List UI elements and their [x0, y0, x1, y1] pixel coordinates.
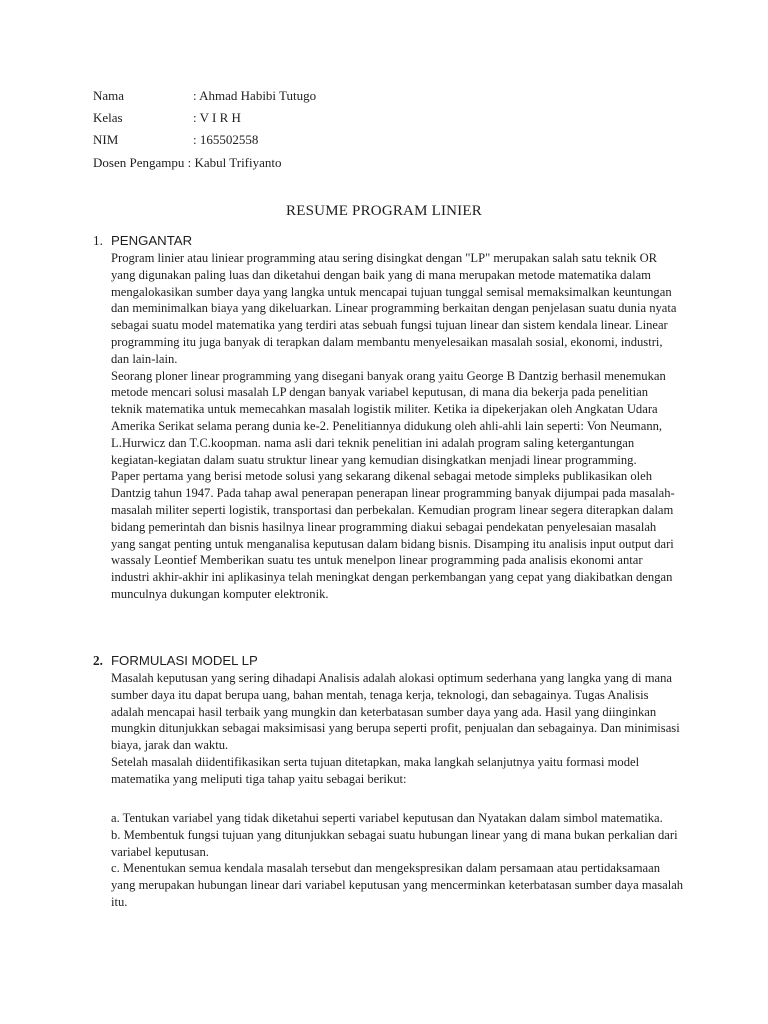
section-2-paragraph: Setelah masalah diidentifikasikan serta tujuan ditetapkan, maka langkah selanjutnya yaitu formasi model matematika yang meliputi tiga tahap yaitu sebagai berikut:: [111, 754, 640, 786]
kelas-value: : V I R H: [193, 110, 241, 125]
section-2-body: [111, 670, 681, 788]
list-item: c. Menentukan semua kendala masalah tersebut dan mengekspresikan dalam persamaan atau pertidaksamaan yang merupakan hubungan linear dari variabel keputusan yang mencerminkan keterbatasan sumber daya masalah itu.: [111, 861, 684, 909]
nim-value: : 165502558: [193, 132, 259, 147]
section-1-title: PENGANTAR: [111, 233, 193, 248]
info-row-nim: [93, 129, 258, 151]
dosen-value: : Kabul Trifiyanto: [187, 155, 282, 170]
section-2-paragraph: Masalah keputusan yang sering dihadapi Analisis adalah alokasi optimum sederhana yang langka yang di mana sumber daya itu dapat berupa uang, bahan mentah, tenaga kerja, teknologi, dan sebagainya. Tugas Analisis adalah mencapai hasil terbaik yang mungkin dan keterbatasan sumber daya yang ada. Hasil yang diinginkan mungkin ditunjukkan sebagai maksimisasi yang berupa seperti profit, penjualan dan sebagainya. Dan minimisasi biaya, jarak dan waktu.: [111, 671, 680, 753]
section-1-body: [111, 250, 681, 603]
nama-label: Nama: [93, 88, 125, 103]
section-1-heading: [93, 233, 192, 250]
section-2-number: 2.: [93, 653, 103, 668]
list-item: a. Tentukan variabel yang tidak diketahui seperti variabel keputusan dan Nyatakan dalam simbol matematika.: [111, 811, 663, 825]
info-row-kelas: [93, 107, 241, 129]
info-row-dosen: [93, 152, 282, 174]
section-1-paragraph: Seorang ploner linear programming yang disegani banyak orang yaitu George B Dantzig berhasil menemukan metode mencari solusi masalah LP dengan banyak variabel keputusan, di mana dia bekerja pada penelitian teknik matematika untuk memecahkan masalah logistik militer. Ketika ia dipekerjakan oleh Angkatan Udara Amerika Serikat selama perang dunia ke-2. Penelitiannya didukung oleh ahli-ahli lain seperti: Von Neumann, L.Hurwicz dan T.C.koopman. nama asli dari teknik penelitian ini adalah program saling ketergantungan kegiatan-kegiatan dalam suatu struktur linear yang kemudian disingkatkan menjadi linear programming.: [111, 368, 666, 467]
formulation-steps-list: [111, 810, 686, 911]
dosen-label: Dosen Pengampu: [93, 155, 185, 170]
kelas-label: Kelas: [93, 110, 123, 125]
document-title: RESUME PROGRAM LINIER: [286, 203, 482, 219]
section-1-paragraph: Paper pertama yang berisi metode solusi yang sekarang dikenal sebagai metode simpleks publikasikan oleh Dantzig tahun 1947. Pada tahap awal penerapan penerapan linear programming banyak dijumpai pada masalah-masalah militer seperti logistik, transportasi dan perbekalan. Kemudian program linear segera diterapkan dalam bidang pemerintah dan bisnis hasilnya linear programming diakui sebagai pendekatan penyelesaian masalah yang sangat penting untuk menganalisa keputusan dalam bidang bisnis. Disamping itu analisis input output dari wassaly Leontief Memberikan suatu tes untuk menelpon linear programming pada analisis ekonomi antar industri akhir-akhir ini aplikasinya telah meningkat dengan perkembangan yang cepat yang diakibatkan dengan munculnya dukungan komputer elektronik.: [111, 469, 675, 601]
list-item: b. Membentuk fungsi tujuan yang ditunjukkan sebagai suatu hubungan linear yang di mana bukan perkalian dari variabel keputusan.: [111, 827, 678, 859]
section-2-title: FORMULASI MODEL LP: [111, 653, 258, 668]
section-2-heading: [93, 653, 258, 670]
nama-value: : Ahmad Habibi Tutugo: [193, 88, 317, 103]
section-1-number: 1.: [93, 233, 103, 248]
info-row-nama: [93, 85, 316, 107]
section-1-paragraph: Program linier atau liniear programming atau sering disingkat dengan "LP" merupakan salah satu teknik OR yang digunakan paling luas dan diketahui dengan baik yang di mana merupakan metode matematika dalam mengalokasikan sumber daya yang langka untuk mencapai tujuan tunggal semisal memaksimalkan keuntungan dan meminimalkan biaya yang dikeluarkan. Linear programming berkaitan dengan penjelasan suatu dunia nyata sebagai suatu model matematika yang terdiri atas sebuah fungsi tujuan linear dan sistem kendala linear. Linear programming itu juga banyak di terapkan dalam membantu menyelesaikan masalah sosial, ekonomi, industri, dan lain-lain.: [111, 251, 677, 366]
nim-label: NIM: [93, 132, 119, 147]
